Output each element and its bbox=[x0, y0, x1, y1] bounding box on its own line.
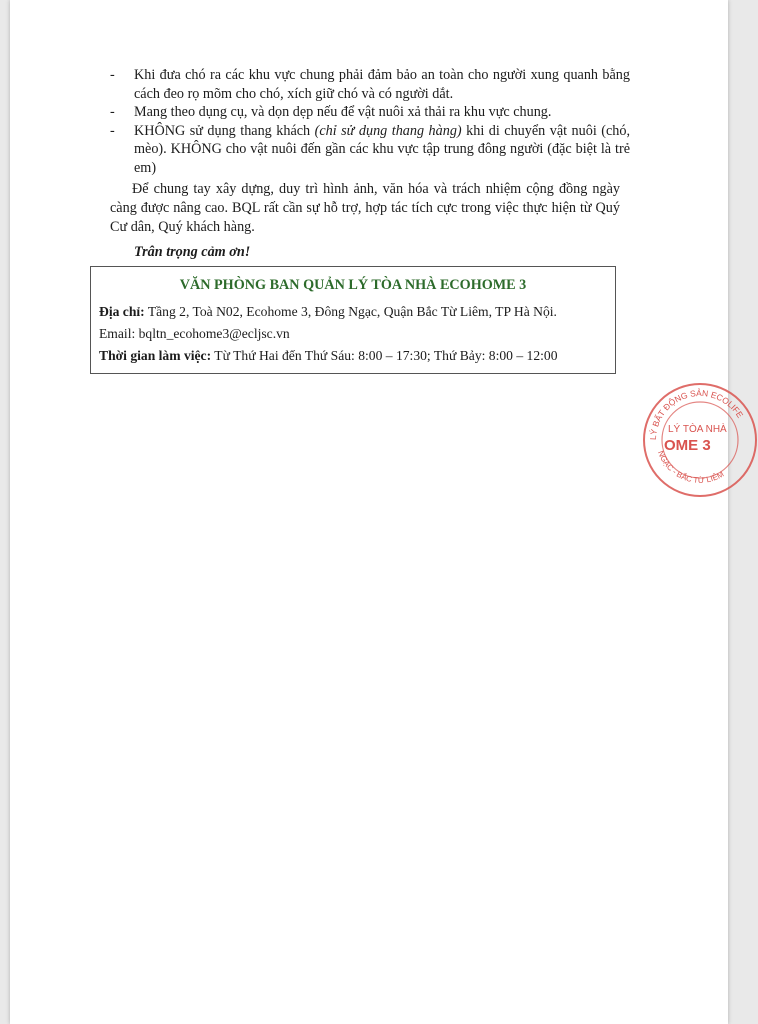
stamp-arc-bottom: NGẠC - BẮC TỪ LIÊM bbox=[656, 449, 726, 485]
rule-item-cleanup bbox=[110, 103, 630, 122]
thanks-line: Trân trọng cảm ơn! bbox=[134, 244, 251, 260]
closing-paragraph: Để chung tay xây dựng, duy trì hình ảnh, văn hóa và trách nhiệm cộng đồng ngày càng được nâng cao. BQL rất cần sự hỗ trợ, hợp tác tích cực trong việc thực hiện từ Quý Cư dân, Quý khách hàng. bbox=[110, 181, 620, 235]
rule-text-italic: (chỉ sử dụng thang hàng) bbox=[314, 122, 462, 139]
address-label: Địa chỉ: bbox=[99, 304, 145, 319]
office-title: VĂN PHÒNG BAN QUẢN LÝ TÒA NHÀ ECOHOME 3 bbox=[179, 277, 527, 293]
bullet-dash: - bbox=[110, 122, 115, 139]
hours-line bbox=[99, 345, 607, 367]
stamp-line1: LÝ TÒA NHÀ bbox=[668, 424, 727, 435]
email-line: Email: bqltn_ecohome3@ecljsc.vn bbox=[99, 326, 290, 341]
rule-item-elevator bbox=[110, 122, 630, 178]
stamp-arc-top: LÝ BẤT ĐỘNG SẢN ECOLIFE bbox=[647, 387, 746, 441]
hours-label: Thời gian làm việc: bbox=[99, 348, 212, 363]
address-line bbox=[99, 301, 607, 323]
document-page bbox=[10, 0, 746, 1024]
stamp-line2: OME 3 bbox=[664, 437, 711, 454]
rules-list bbox=[110, 66, 630, 177]
rule-text-after: khi di chuyển vật nuôi (chó, mèo). KHÔNG cho vật nuôi đến gần các khu vực tập trung đông người (đặc biệt là trẻ em) bbox=[134, 122, 631, 176]
bullet-dash: - bbox=[110, 67, 115, 83]
address-value: Tầng 2, Toà N02, Ecohome 3, Đông Ngạc, Quận Bắc Từ Liêm, TP Hà Nội. bbox=[144, 304, 557, 319]
rule-text-before: KHÔNG sử dụng thang khách bbox=[134, 122, 315, 139]
rule-text: Mang theo dụng cụ, và dọn dẹp nếu để vật nuôi xả thải ra khu vực chung. bbox=[134, 104, 552, 120]
bullet-dash: - bbox=[110, 104, 115, 120]
rule-item-muzzle bbox=[110, 66, 630, 103]
hours-value: Từ Thứ Hai đến Thứ Sáu: 8:00 – 17:30; Thứ Bảy: 8:00 – 12:00 bbox=[211, 348, 558, 363]
rule-text: Khi đưa chó ra các khu vực chung phải đảm bảo an toàn cho người xung quanh bằng cách đeo rọ mõm cho chó, xích giữ chó và có người dắt. bbox=[134, 67, 630, 102]
contact-box bbox=[90, 266, 616, 374]
company-stamp bbox=[638, 378, 758, 498]
